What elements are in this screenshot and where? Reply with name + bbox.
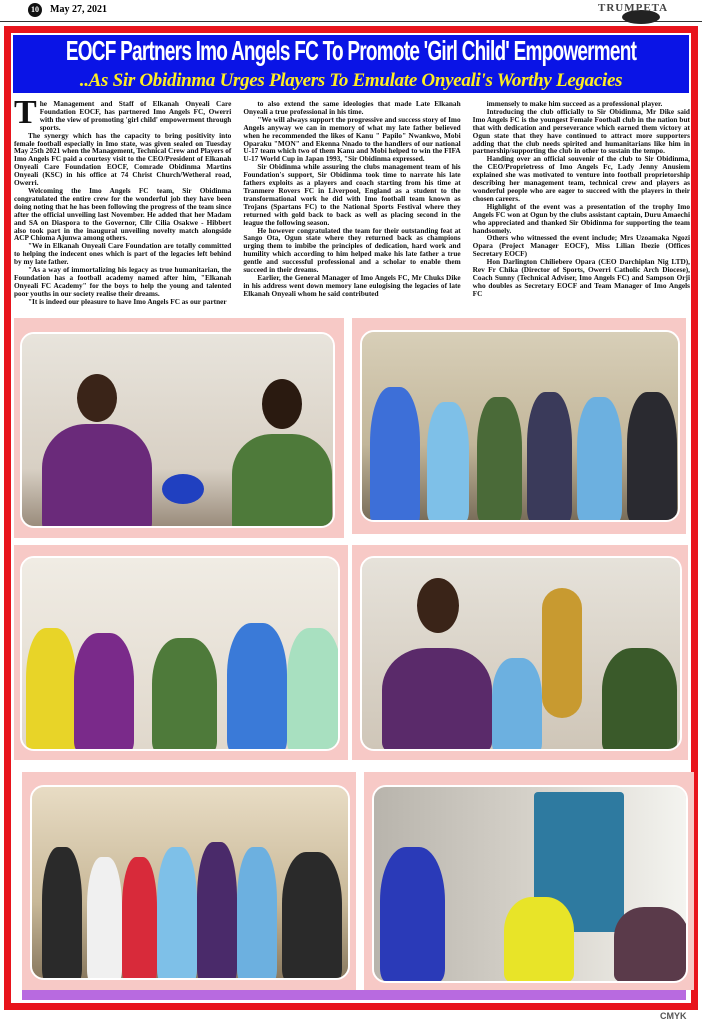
paragraph [473, 234, 690, 258]
paragraph [473, 155, 690, 202]
paragraph-text: "We in Elkanah Onyeali Care Foundation are totally committed to helping the indecent ones which is part of the legacies left behind by my late father. [14, 241, 232, 267]
paragraph [243, 116, 460, 163]
paragraph-text: "We will always support the progressive and success story of Imo Angels anyway we can in memory of what my late father believed when he recommended the likes of Kanu " Papilo" Nwankwo, Mobi Oparaku "MON" and Ekenna Nnado to the handlers of our national U-17 team which two of them Kanu and Mobi helped to win the FIFA U-17 World Cup in Japan 1993, "Sir Obidinma expressed. [243, 114, 461, 164]
page-number: 10 [28, 3, 42, 17]
paragraph [14, 298, 231, 306]
column-2 [243, 100, 460, 316]
drop-cap: T [14, 94, 37, 131]
paragraph [14, 94, 232, 132]
paragraph-text: Others who witnessed the event include; Mrs Uzoamaka Ngozi Opara (Project Manager EOCF), Miss Lilian Ibezie (Offices Secretary EOCF) [472, 233, 690, 259]
paragraph [243, 100, 460, 116]
headline-banner [12, 34, 690, 94]
cmyk-mark: CMYK [660, 1011, 687, 1021]
subheadline: ..As Sir Obidinma Urges Players To Emulate Onyeali's Worthy Legacies [79, 70, 623, 91]
masthead: TRUMPETA [598, 2, 669, 14]
paragraph-text: Introducing the club officially to Sir Obidinma, Mr Dike said Imo Angels FC is the youngest Female Football club in the nation but that with dedication and perseverance which earned them victory at Ogun state that they have continued to attract more supporters adding that the club needs spirited and humanitarians like him in partnership/supporting the club in other to sustain the tempo. [472, 106, 690, 156]
photo-souvenir-handover [20, 332, 335, 528]
photo-team-group [360, 330, 680, 522]
paragraph [473, 108, 690, 155]
photo-officials-group [20, 556, 340, 751]
paragraph-text: "As a way of immortalizing his legacy as true humanitarian, the Foundation has a football academy named after him, "Elkanah Onyeali FC Academy" for the boys to help the young and talented poor youths in our society realise their dreams. [14, 265, 232, 298]
photo-players-trophy [30, 785, 350, 980]
page-header [0, 0, 702, 22]
paragraph-text: The synergy which has the capacity to bring positivity into female football especially in Imo state, was given sealed on Tuesday May 25th 2021 when the Management, Technical Crew and Players of Imo Angels FC paid a courtesy visit to the CEO/President of Elkanah Onyeali Care Foundation EOCF, Comrade Obidinma Martins Onyeali (KSC) in his office at 74 Christ Church/Wetheral road, Owerri. [14, 130, 232, 188]
paragraph [473, 203, 690, 235]
paragraph [243, 163, 460, 226]
column-3 [473, 100, 690, 316]
paragraph [473, 258, 690, 298]
paragraph [14, 187, 231, 242]
paragraph [243, 274, 460, 298]
paragraph-text: "It is indeed our pleasure to have Imo Angels FC as our partner [28, 296, 227, 306]
photo-trophy-presentation [360, 556, 682, 751]
paragraph-text: Handing over an official souvenir of the club to Sir Obidinma, the CEO/Proprietress of Imo Angels Fc, Lady Jenny Anusiem explained she was motivated to venture into football proprietorship describing her management team, technical crew and players as wonderful people who are eager to succeed with the players in their chosen careers. [472, 154, 690, 203]
paragraph-text: Hon Darlington Chiliebere Opara (CEO Darchiplan Nig LTD), Rev Fr Chika (Director of Sports, Owerri Catholic Arch Diocese), Coach Sunny (Technical Adviser, Imo Angels FC) and Sampson Orji who doubles as Secretary EOCF and Team Manager of Imo Angels FC [472, 257, 690, 298]
paragraph-text: Highlight of the event was a presentation of the trophy Imo Angels FC won at Ogun by the clubs assistant captain, Duru Amaechi who appreciated and thanked Sir Obidinma for supporting the team handsomely. [472, 201, 690, 235]
issue-date: May 27, 2021 [50, 4, 107, 15]
column-1 [14, 94, 232, 316]
headline: EOCF Partners Imo Angels FC To Promote 'Girl Child' Empowerment [65, 36, 637, 67]
paragraph [14, 266, 231, 298]
paragraph [14, 242, 231, 266]
paragraph [14, 132, 231, 187]
paragraph-text: he Management and Staff of Elkanah Onyeali Care Foundation EOCF, has partnered Imo Angels FC, Owerri with the view of promoting 'girl child' empowerment through sports. [39, 99, 232, 132]
photo-office-meeting [372, 785, 688, 983]
paragraph-text: Earlier, the General Manager of Imo Angels FC, Mr Chuks Dike in his address went down memory lane eulogising the legacies of late Elkanah Onyeali whom he said contributed [243, 272, 461, 298]
color-strip [22, 990, 686, 1000]
paragraph-text: immensely to make him succeed as a professional player. [486, 99, 663, 108]
paragraph-text: He however congratulated the team for their outstanding feat at Sango Ota, Ogun state where they returned back as champions urging them to imbibe the principles of dedication, hard work and humility which according to him helped make his late father a true gentle and successful professional and a scholar to enable them succeed in their dreams. [243, 225, 461, 275]
paragraph-text: Welcoming the Imo Angels FC team, Sir Obidinma congratulated the entire crew for the wonderful job they have been doing noting that he has been following the progress of the team since after the official unveiling last November. He added that her Madam and SA on Diaspora to the Governor, Cllr Cilia Osakwe - Hibbert also took part in the inaugural unveiling novelty match alongside ACP Chioma Ajunwa among others. [14, 185, 232, 243]
paragraph-text: to also extend the same ideologies that made Late Elkanah Onyeali a true professional in his time. [243, 99, 461, 116]
paragraph-text: Sir Obidinma while assuring the clubs management team of his Foundation's support, Sir Obidinma took time to narrate his late fathers exploits as a players and coach starting from his time at Tranmere Rovers FC in Liverpool, England as a student to the transformational work he did with Imo football team known as Trojans (Spartans FC) to the National Sports Festival where they returned with gold back to back as well as placing second in the league the following season. [243, 162, 461, 227]
article-body [14, 94, 690, 316]
paragraph [243, 227, 460, 274]
